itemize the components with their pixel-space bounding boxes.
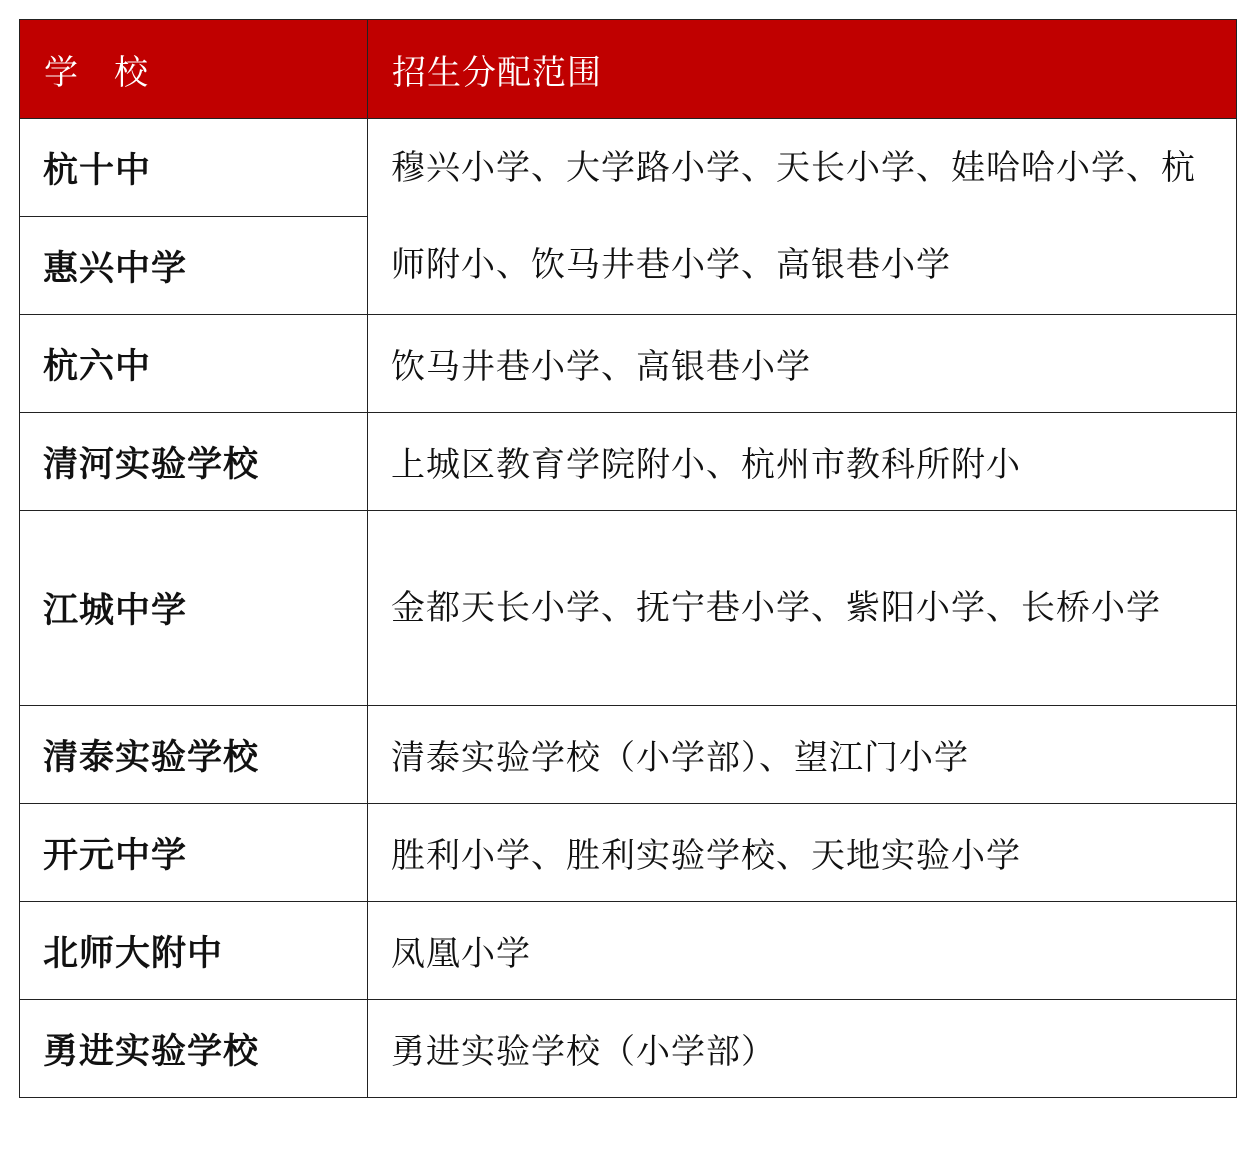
school-cell: 北师大附中 [20,902,368,1000]
table-row [20,902,1237,1000]
school-cell: 惠兴中学 [20,217,368,315]
range-cell: 清泰实验学校（小学部）、望江门小学 [368,706,1237,804]
table-row [20,511,1237,706]
table-header-row [20,20,1237,119]
enrollment-table [19,19,1237,1098]
school-cell: 清河实验学校 [20,413,368,511]
school-cell: 清泰实验学校 [20,706,368,804]
table-row [20,804,1237,902]
school-cell: 开元中学 [20,804,368,902]
table-row [20,706,1237,804]
range-cell: 上城区教育学院附小、杭州市教科所附小 [368,413,1237,511]
school-cell: 杭十中 [20,119,368,217]
range-cell: 饮马井巷小学、高银巷小学 [368,315,1237,413]
school-cell: 杭六中 [20,315,368,413]
range-cell: 金都天长小学、抚宁巷小学、紫阳小学、长桥小学 [368,511,1237,706]
range-cell: 胜利小学、胜利实验学校、天地实验小学 [368,804,1237,902]
header-school: 学 校 [20,20,368,119]
table-row [20,413,1237,511]
header-range: 招生分配范围 [368,20,1237,119]
school-cell: 勇进实验学校 [20,1000,368,1098]
school-cell: 江城中学 [20,511,368,706]
table-row [20,315,1237,413]
range-cell: 凤凰小学 [368,902,1237,1000]
table-row [20,119,1237,217]
range-cell: 勇进实验学校（小学部） [368,1000,1237,1098]
table-row [20,1000,1237,1098]
range-cell: 穆兴小学、大学路小学、天长小学、娃哈哈小学、杭师附小、饮马井巷小学、高银巷小学 [368,119,1237,315]
